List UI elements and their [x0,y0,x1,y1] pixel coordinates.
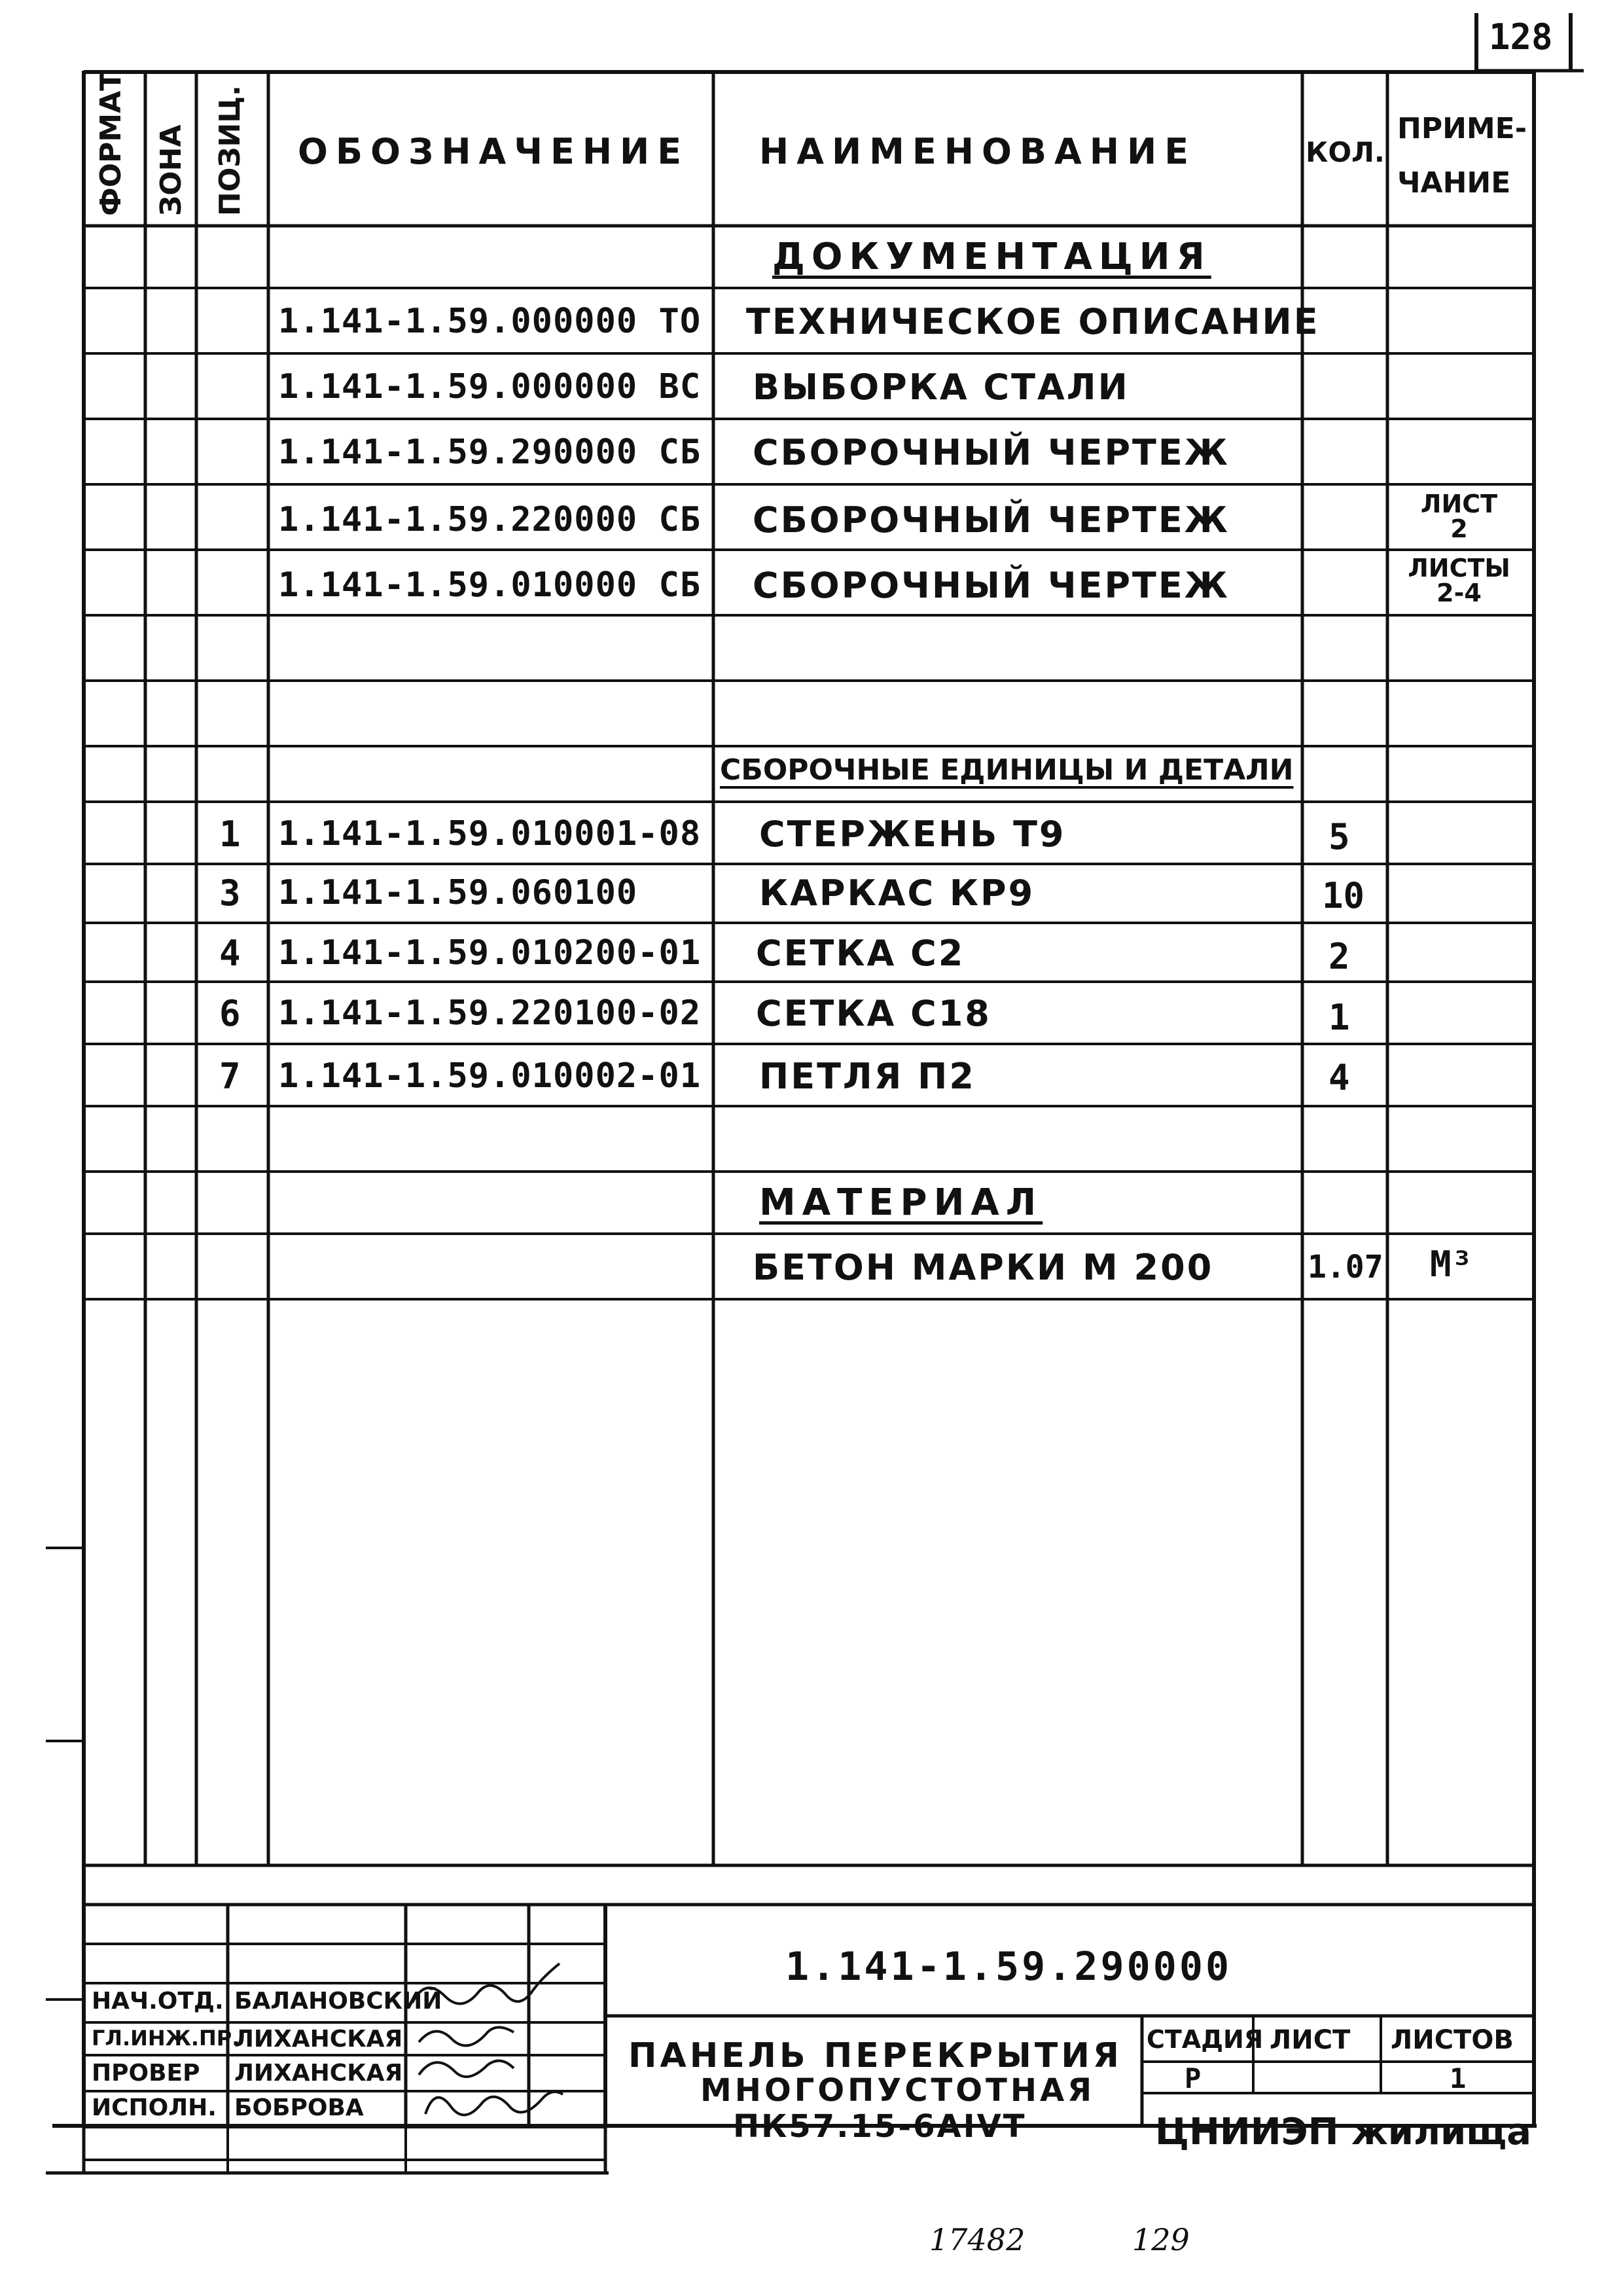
material-name: БЕТОН МАРКИ М 200 [753,1247,1214,1288]
signature-name: ЛИХАНСКАЯ [234,2060,403,2087]
signature-name: БОБРОВА [234,2094,364,2121]
unit-qty: 2 [1329,936,1350,977]
doc-name: СБОРОЧНЫЙ ЧЕРТЕЖ [753,499,1230,541]
doc-designation: 1.141-1.59.290000 СБ [278,433,702,472]
signature-role: ИСПОЛН. [92,2094,217,2121]
unit-name: ПЕТЛЯ П2 [759,1056,976,1097]
unit-name: СЕТКА С2 [756,933,965,974]
document-code: 1.141-1.59.290000 [785,1944,1232,1990]
unit-position: 3 [219,872,241,914]
doc-name: СБОРОЧНЫЙ ЧЕРТЕЖ [753,565,1230,606]
doc-name: ТЕХНИЧЕСКОЕ ОПИСАНИЕ [746,301,1320,342]
signature-role: ГЛ.ИНЖ.ПР. [92,2026,240,2051]
unit-name: КАРКАС КР9 [759,872,1035,914]
signature-role: НАЧ.ОТД. [92,1988,224,2015]
organization: ЦНИИЭП жилища [1155,2111,1531,2153]
unit-designation: 1.141-1.59.010200-01 [278,933,702,973]
stage-value: Р [1185,2062,1202,2094]
stage-label: СТАДИЯ [1147,2025,1264,2054]
signature-name: БАЛАНОВСКИЙ [234,1988,442,2015]
unit-position: 6 [219,993,241,1034]
doc-designation: 1.141-1.59.000000 ВС [278,367,702,406]
section-assembly-units: СБОРОЧНЫЕ ЕДИНИЦЫ И ДЕТАЛИ [720,753,1294,787]
doc-note-line1: ЛИСТЫ [1408,554,1510,583]
header-designation: ОБОЗНАЧЕНИЕ [298,131,690,172]
unit-name: СЕТКА С18 [756,993,991,1034]
header-qty: КОЛ. [1306,136,1385,168]
section-documentation: ДОКУМЕНТАЦИЯ [772,236,1211,278]
doc-name: СБОРОЧНЫЙ ЧЕРТЕЖ [753,432,1230,473]
unit-designation: 1.141-1.59.010001-08 [278,814,702,853]
header-note-line2: ЧАНИЕ [1397,166,1511,200]
unit-position: 1 [219,814,241,855]
unit-qty: 4 [1329,1057,1350,1098]
signature-role: ПРОВЕР [92,2060,200,2087]
unit-designation: 1.141-1.59.010002-01 [278,1056,702,1096]
sheet-label: ЛИСТ [1270,2025,1351,2055]
header-zone: ЗОНА [154,124,188,216]
doc-note-line2: 2 [1450,514,1468,543]
doc-note-line2: 2-4 [1436,579,1482,607]
title-line-3: ПК57.15-6АIVТ [733,2108,1027,2145]
unit-position: 7 [219,1056,241,1097]
page-number: 128 [1489,16,1553,58]
footer-number-1: 17482 [929,2222,1026,2257]
unit-qty: 1 [1329,997,1350,1038]
signature-name: ЛИХАНСКАЯ [234,2026,403,2053]
section-material: МАТЕРИАЛ [759,1181,1043,1224]
doc-designation: 1.141-1.59.000000 ТО [278,302,702,341]
footer-number-2: 129 [1132,2222,1190,2257]
unit-position: 4 [219,933,241,974]
material-unit: М³ [1430,1244,1473,1285]
title-line-2: МНОГОПУСТОТНАЯ [700,2072,1096,2109]
header-position: ПОЗИЦ. [213,85,247,216]
doc-designation: 1.141-1.59.010000 СБ [278,565,702,605]
sheets-label: ЛИСТОВ [1391,2025,1514,2055]
header-format: ФОРМАТ [94,71,128,216]
doc-name: ВЫБОРКА СТАЛИ [753,367,1130,408]
header-note-line1: ПРИМЕ- [1397,112,1527,145]
unit-name: СТЕРЖЕНЬ Т9 [759,814,1066,855]
unit-designation: 1.141-1.59.060100 [278,873,638,912]
header-name: НАИМЕНОВАНИЕ [759,131,1197,172]
unit-qty: 10 [1322,875,1365,916]
doc-designation: 1.141-1.59.220000 СБ [278,500,702,539]
title-line-1: ПАНЕЛЬ ПЕРЕКРЫТИЯ [628,2036,1122,2075]
material-qty: 1.07 [1308,1249,1383,1285]
sheets-value: 1 [1450,2062,1467,2094]
unit-designation: 1.141-1.59.220100-02 [278,994,702,1033]
unit-qty: 5 [1329,816,1350,857]
doc-note-line1: ЛИСТ [1420,490,1498,518]
